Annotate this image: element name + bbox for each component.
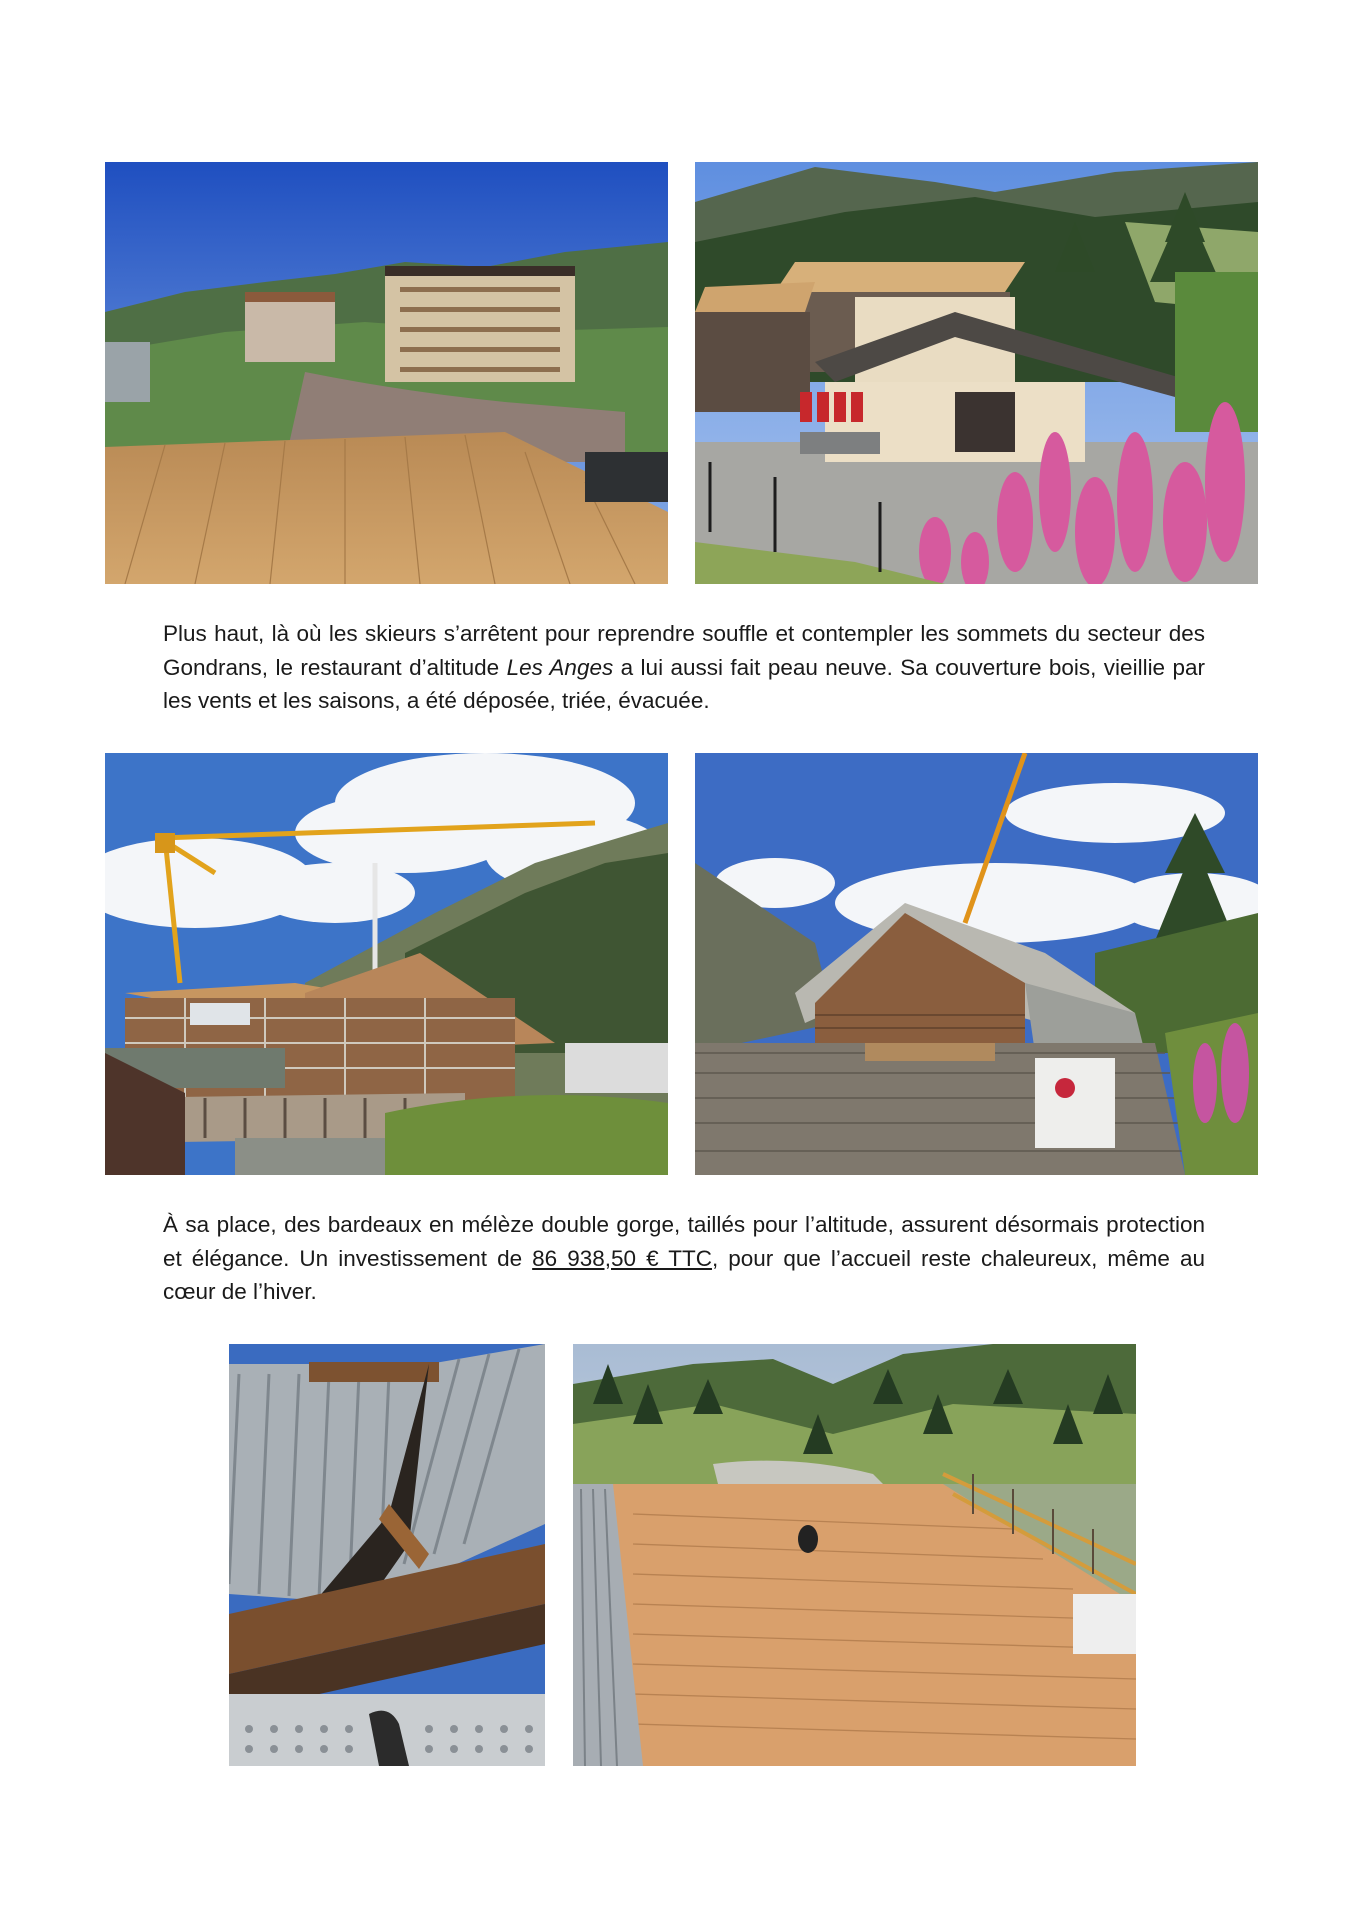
photo-new-wooden-roof-deck-with-apartment-buildings <box>105 162 668 584</box>
paragraph-text: a lui aussi fait peau neuve. Sa couverture bois, vieillie par les vents et les saisons, a été déposée, triée, évacuée. <box>163 654 1205 714</box>
paragraph-text: Plus haut, là où les skieurs s’arrêtent pour reprendre souffle et contempler les sommets du secteur des Gondrans, le restaurant d’altitude <box>163 621 1205 680</box>
photo-chalet-with-crane-and-scaffolding <box>105 753 668 1175</box>
paragraph-text: À sa place, des bardeaux en mélèze double gorge, taillés pour l’altitude, assurent désormais protection et élégance. Un investissement de <box>163 1212 1205 1271</box>
paragraph-investment <box>163 1208 1205 1309</box>
photo-old-metal-roof-removal-closeup <box>229 1344 545 1766</box>
paragraph-les-anges-intro <box>163 617 1205 718</box>
photo-building-with-new-roof-and-pink-flowers <box>695 162 1258 584</box>
photo-restaurant-roof-deck-with-crane <box>695 753 1258 1175</box>
investment-amount: 86 938,50 € TTC <box>532 1245 712 1271</box>
photo-new-larch-shingle-roof-overlooking-slopes <box>573 1344 1136 1766</box>
paragraph-text: , pour que l’accueil reste chaleureux, même au cœur de l’hiver. <box>163 1245 1205 1305</box>
restaurant-name: Les Anges <box>506 654 614 680</box>
